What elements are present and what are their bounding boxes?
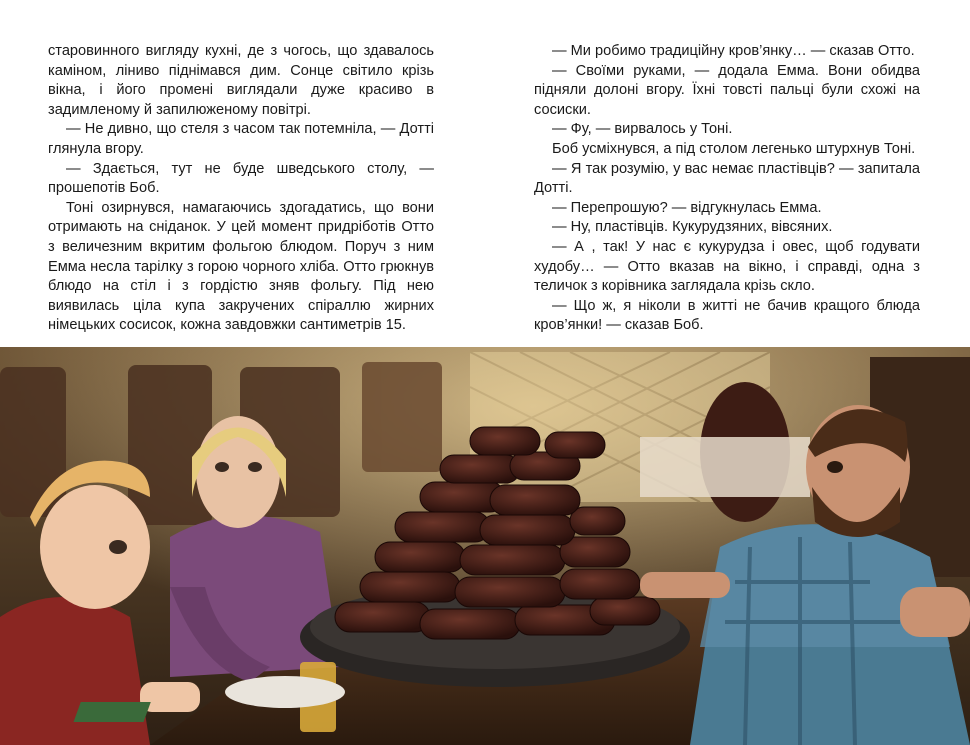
paragraph: — Фу, — вирвалось у Тоні. xyxy=(552,121,733,138)
paragraph: — Ми робимо традиційну кров’янку… — сказав Отто. xyxy=(552,43,915,59)
left-text-column xyxy=(48,42,434,336)
napkin xyxy=(74,702,151,722)
paragraph: Боб усміхнувся, а під столом легенько штурхнув Тоні. xyxy=(552,140,916,157)
paragraph: Тоні озирнувся, намагаючись здогадатись, що вони отримають на сніданок. У цей момент придріботів Отто з величезним вкритим фольгою блюдом. Поруч з ним Емма несла тарілку з горою чорного хліба. Отто грюкнув блюдо на стіл і з гордістю зняв фольгу. Під нею виявилась ціла купа закручених спіраллю жирних німецьких сосисок, кожна завдовжки сантиметрів 15. xyxy=(48,199,434,334)
paragraph: — Ну, пластівців. Кукурудзяних, вівсяних. xyxy=(552,219,833,236)
paragraph: — Своїми руками, — додала Емма. Вони обидва підняли долоні вгору. Їхні товсті пальці були схожі на сосиски. xyxy=(534,62,920,118)
paragraph: — Що ж, я ніколи в житті не бачив кращого блюда кров’янки! — сказав Боб. xyxy=(534,297,920,334)
right-text-column xyxy=(534,42,920,336)
paragraph: — Перепрошую? — відгукнулась Емма. xyxy=(552,199,822,216)
plate xyxy=(225,676,345,708)
paragraph: — Не дивно, що стеля з часом так потемніла, — Дотті глянула вгору. xyxy=(48,121,434,157)
paragraph: старовинного вигляду кухні, де з чогось, що здавалось каміном, ліниво піднімався дим. Сонце світило крізь вікна, і його промені виглядали дуже красиво в задимленому й запилюженому повітрі. xyxy=(48,43,434,118)
white-tablecloth xyxy=(640,437,810,497)
paragraph: — Здається, тут не буде шведського столу, — прошепотів Боб. xyxy=(48,160,434,197)
paragraph: — А , так! У нас є кукурудза і овес, щоб годувати худобу… — Отто вказав на вікно, і справді, одна з теличок з корівника заглядала крізь скло. xyxy=(534,238,920,295)
scene-svg xyxy=(0,347,970,745)
breakfast-scene-illustration xyxy=(0,347,970,745)
paragraph: — Я так розумію, у вас немає пластівців? — запитала Дотті. xyxy=(534,160,920,197)
